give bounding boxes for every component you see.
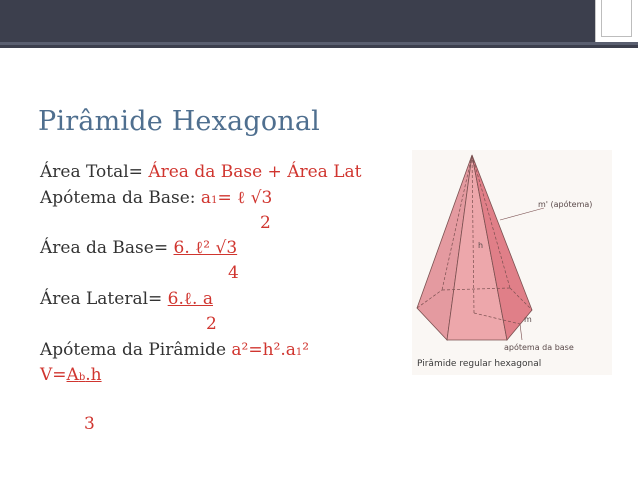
- volume-prefix: V=: [40, 365, 67, 385]
- area-lateral-denominator: 2: [206, 314, 217, 334]
- apotema-base-denominator: 2: [260, 213, 271, 233]
- volume-sub: b: [78, 372, 86, 383]
- apotema-base-sub: 1: [211, 195, 218, 206]
- area-base-denominator: 4: [228, 263, 239, 283]
- label-apotema-base: apótema da base: [504, 343, 574, 352]
- label-h: h: [478, 241, 484, 250]
- top-bar: [0, 0, 638, 48]
- area-total-label: Área Total=: [40, 162, 149, 182]
- apotema-base-a: a: [200, 188, 212, 208]
- pyramid-figure: [412, 150, 612, 375]
- pyramid-drawing: [412, 150, 612, 375]
- volume-a: A: [66, 365, 79, 385]
- apotema-piramide-value: a²=h².a: [231, 340, 296, 360]
- apotema-base-rest: = ℓ √3: [217, 188, 273, 208]
- area-lateral-line: [40, 289, 213, 309]
- area-total-value: Área da Base + Área Lat: [148, 162, 362, 182]
- volume-denominator: 3: [84, 414, 95, 434]
- apotema-base-line: [40, 188, 272, 208]
- top-bar-accent: [0, 42, 638, 45]
- apotema-piramide-end: ²: [302, 340, 310, 360]
- corner-decoration-inner: [601, 0, 632, 37]
- figure-caption: Pirâmide regular hexagonal: [417, 359, 542, 369]
- volume-end: .h: [85, 365, 102, 385]
- apotema-piramide-line: [40, 340, 309, 360]
- slide-title: Pirâmide Hexagonal: [38, 106, 320, 137]
- area-base-label: Área da Base=: [40, 238, 174, 258]
- apotema-piramide-label: Apótema da Pirâmide: [40, 340, 232, 360]
- label-apotema: m' (apótema): [538, 200, 593, 209]
- label-m: m: [524, 315, 532, 324]
- area-lateral-value: 6.ℓ. a: [167, 289, 213, 309]
- volume-line: [40, 365, 102, 385]
- apotema-piramide-sub: 1: [295, 347, 303, 358]
- area-base-line: [40, 238, 237, 258]
- area-lateral-label: Área Lateral=: [40, 289, 168, 309]
- area-base-value: 6. ℓ² √3: [173, 238, 238, 258]
- area-total-line: [40, 162, 361, 182]
- apotema-base-label: Apótema da Base:: [40, 188, 201, 208]
